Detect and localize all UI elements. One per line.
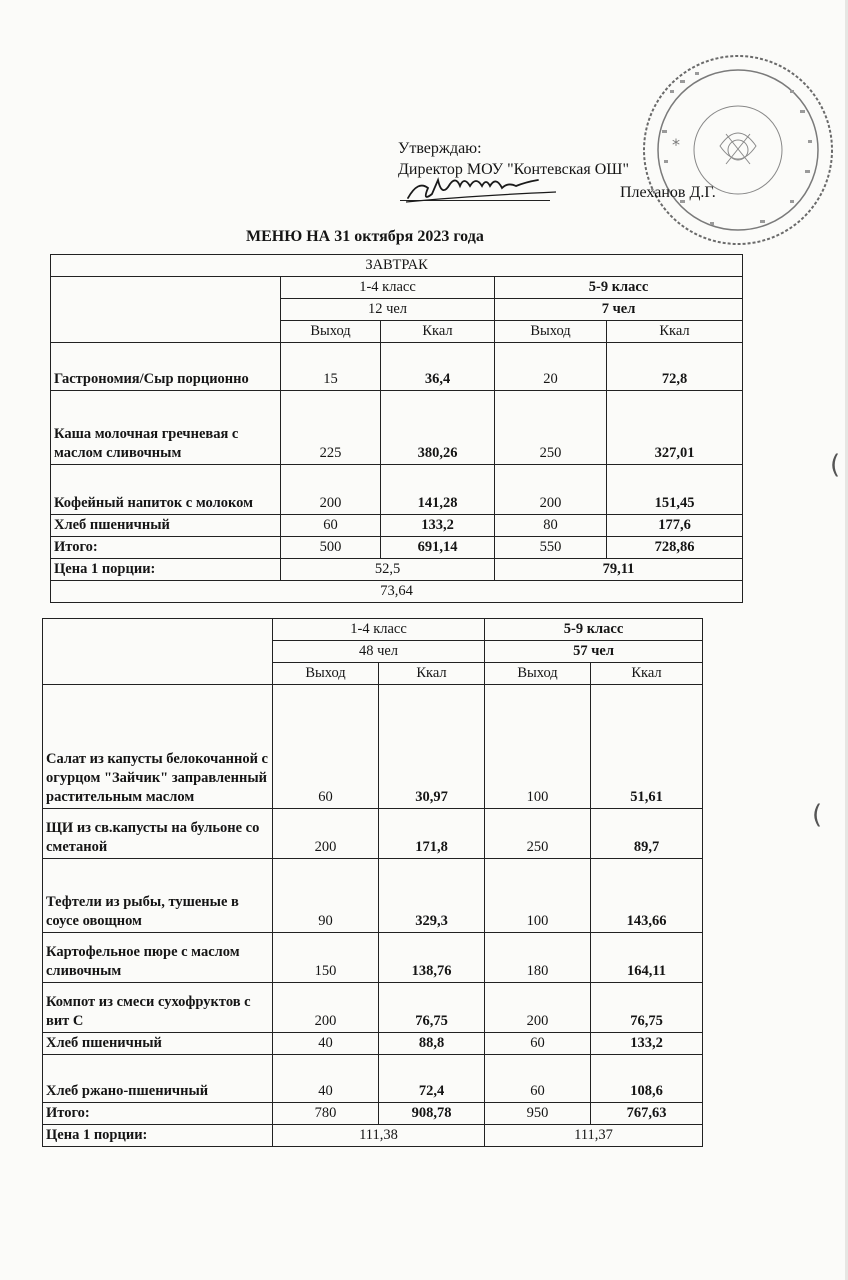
output-a: 200 xyxy=(273,809,379,859)
dish-name: Хлеб пшеничный xyxy=(51,515,281,537)
kcal-b: 728,86 xyxy=(607,537,743,559)
output-b: 200 xyxy=(485,983,591,1033)
hole-punch-mark: ( xyxy=(812,800,823,830)
output-a: 500 xyxy=(281,537,381,559)
dish-name: Компот из смеси сухофруктов с вит С xyxy=(43,983,273,1033)
kcal-b: 143,66 xyxy=(591,859,703,933)
col-header-out: Выход xyxy=(485,663,591,685)
director-line: Директор МОУ "Контевская ОШ" xyxy=(398,161,629,178)
price-b: 79,11 xyxy=(495,559,743,581)
lunch-table xyxy=(42,618,703,1147)
dish-name: Хлеб пшеничный xyxy=(43,1033,273,1055)
kcal-b: 177,6 xyxy=(607,515,743,537)
col-header-kcal: Ккал xyxy=(379,663,485,685)
kcal-a: 72,4 xyxy=(379,1055,485,1103)
output-b: 950 xyxy=(485,1103,591,1125)
breakfast-heading: ЗАВТРАК xyxy=(51,255,743,277)
output-a: 200 xyxy=(281,465,381,515)
kcal-a: 329,3 xyxy=(379,859,485,933)
price-b: 111,37 xyxy=(485,1125,703,1147)
signature-row xyxy=(398,180,716,204)
dish-name: Кофейный напиток с молоком xyxy=(51,465,281,515)
table-row xyxy=(43,809,703,859)
kcal-a: 30,97 xyxy=(379,685,485,809)
output-b: 550 xyxy=(495,537,607,559)
output-a: 40 xyxy=(273,1055,379,1103)
kcal-a: 76,75 xyxy=(379,983,485,1033)
kcal-a: 171,8 xyxy=(379,809,485,859)
table-row xyxy=(43,933,703,983)
handwritten-signature xyxy=(406,174,556,208)
kcal-a: 138,76 xyxy=(379,933,485,983)
lunch-blank-cell xyxy=(43,619,273,685)
kcal-b: 151,45 xyxy=(607,465,743,515)
kcal-b: 164,11 xyxy=(591,933,703,983)
kcal-b: 108,6 xyxy=(591,1055,703,1103)
kcal-a: 691,14 xyxy=(381,537,495,559)
breakfast-grade-a: 1-4 класс xyxy=(281,277,495,299)
output-a: 150 xyxy=(273,933,379,983)
table-row xyxy=(43,859,703,933)
kcal-b: 133,2 xyxy=(591,1033,703,1055)
price-a: 52,5 xyxy=(281,559,495,581)
kcal-a: 36,4 xyxy=(381,343,495,391)
kcal-a: 88,8 xyxy=(379,1033,485,1055)
table-row xyxy=(43,1103,703,1125)
output-a: 60 xyxy=(273,685,379,809)
output-a: 780 xyxy=(273,1103,379,1125)
kcal-a: 380,26 xyxy=(381,391,495,465)
output-a: 200 xyxy=(273,983,379,1033)
breakfast-grade-row xyxy=(51,277,743,299)
kcal-b: 767,63 xyxy=(591,1103,703,1125)
col-header-out: Выход xyxy=(281,321,381,343)
breakfast-blank-cell xyxy=(51,277,281,343)
output-a: 225 xyxy=(281,391,381,465)
dish-name: Картофельное пюре с маслом сливочным xyxy=(43,933,273,983)
output-b: 250 xyxy=(485,809,591,859)
breakfast-heading-row xyxy=(51,255,743,277)
school-seal-stamp xyxy=(640,50,836,250)
breakfast-count-b: 7 чел xyxy=(495,299,743,321)
dish-name: Салат из капусты белокочанной с огурцом "Зайчик" заправленный растительным маслом xyxy=(43,685,273,809)
price-label: Цена 1 порции: xyxy=(51,559,281,581)
dish-name: Гастрономия/Сыр порционно xyxy=(51,343,281,391)
output-b: 60 xyxy=(485,1055,591,1103)
col-header-kcal: Ккал xyxy=(381,321,495,343)
between-value: 73,64 xyxy=(51,581,743,603)
table-row xyxy=(43,1055,703,1103)
breakfast-table xyxy=(50,254,743,603)
lunch-grade-a: 1-4 класс xyxy=(273,619,485,641)
table-row xyxy=(43,685,703,809)
table-row xyxy=(51,343,743,391)
kcal-b: 89,7 xyxy=(591,809,703,859)
lunch-grade-row xyxy=(43,619,703,641)
output-b: 60 xyxy=(485,1033,591,1055)
breakfast-count-a: 12 чел xyxy=(281,299,495,321)
lunch-count-b: 57 чел xyxy=(485,641,703,663)
col-header-out: Выход xyxy=(273,663,379,685)
kcal-b: 51,61 xyxy=(591,685,703,809)
dish-name: Каша молочная гречневая с маслом сливочным xyxy=(51,391,281,465)
dish-name: Итого: xyxy=(51,537,281,559)
dish-name: ЩИ из св.капусты на бульоне со сметаной xyxy=(43,809,273,859)
output-a: 15 xyxy=(281,343,381,391)
table-row xyxy=(43,983,703,1033)
lunch-count-a: 48 чел xyxy=(273,641,485,663)
price-a: 111,38 xyxy=(273,1125,485,1147)
signer-name: Плеханов Д.Г. xyxy=(620,184,716,201)
lunch-price-row xyxy=(43,1125,703,1147)
table-row xyxy=(51,537,743,559)
breakfast-price-row xyxy=(51,559,743,581)
output-b: 250 xyxy=(495,391,607,465)
breakfast-between-row xyxy=(51,581,743,603)
output-a: 90 xyxy=(273,859,379,933)
approve-label: Утверждаю: xyxy=(398,140,482,157)
svg-text:*: * xyxy=(672,135,680,154)
output-b: 20 xyxy=(495,343,607,391)
kcal-b: 76,75 xyxy=(591,983,703,1033)
lunch-grade-b: 5-9 класс xyxy=(485,619,703,641)
table-row xyxy=(51,515,743,537)
dish-name: Хлеб ржано-пшеничный xyxy=(43,1055,273,1103)
kcal-b: 327,01 xyxy=(607,391,743,465)
output-a: 60 xyxy=(281,515,381,537)
table-row xyxy=(51,465,743,515)
output-b: 100 xyxy=(485,685,591,809)
price-label: Цена 1 порции: xyxy=(43,1125,273,1147)
dish-name: Итого: xyxy=(43,1103,273,1125)
kcal-a: 141,28 xyxy=(381,465,495,515)
output-b: 100 xyxy=(485,859,591,933)
table-row xyxy=(51,391,743,465)
hole-punch-mark: ( xyxy=(830,450,841,480)
kcal-a: 133,2 xyxy=(381,515,495,537)
output-b: 180 xyxy=(485,933,591,983)
table-row xyxy=(43,1033,703,1055)
col-header-kcal: Ккал xyxy=(591,663,703,685)
page-title: МЕНЮ НА 31 октября 2023 года xyxy=(246,228,484,245)
approval-block xyxy=(398,138,716,204)
kcal-b: 72,8 xyxy=(607,343,743,391)
col-header-kcal: Ккал xyxy=(607,321,743,343)
dish-name: Тефтели из рыбы, тушеные в соусе овощном xyxy=(43,859,273,933)
breakfast-grade-b: 5-9 класс xyxy=(495,277,743,299)
output-b: 80 xyxy=(495,515,607,537)
output-a: 40 xyxy=(273,1033,379,1055)
output-b: 200 xyxy=(495,465,607,515)
kcal-a: 908,78 xyxy=(379,1103,485,1125)
col-header-out: Выход xyxy=(495,321,607,343)
